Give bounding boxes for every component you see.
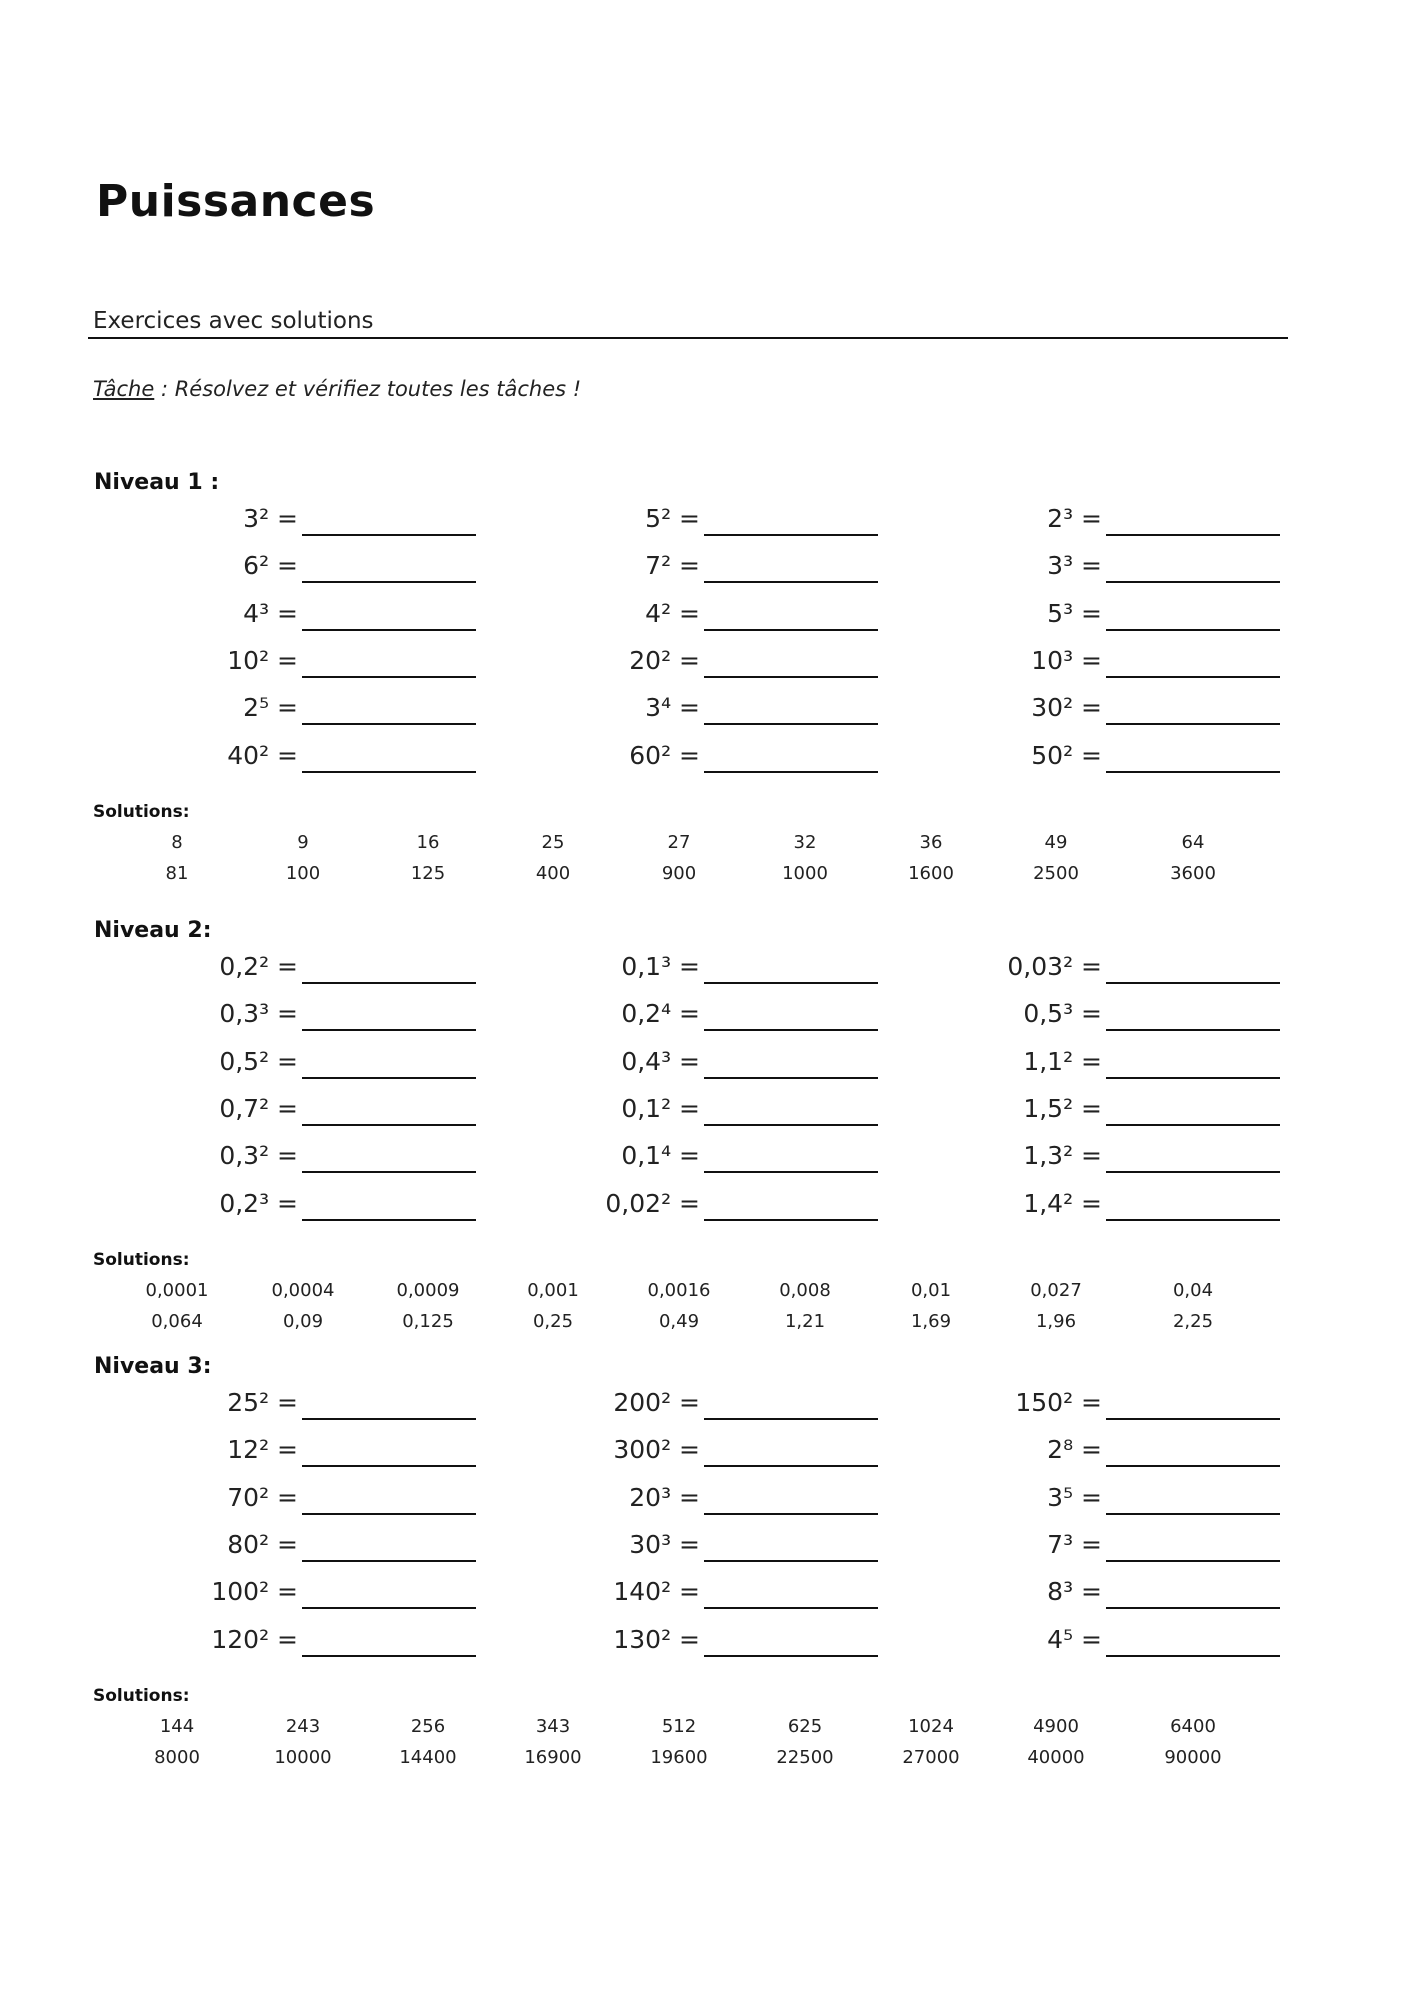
answer-blank[interactable] (704, 1077, 878, 1079)
exercise-expression: 0,2³ = (219, 1188, 298, 1218)
exercise-item (880, 502, 1280, 542)
exercise-expression: 0,5² = (219, 1046, 298, 1076)
solution-value: 0,25 (532, 1311, 574, 1332)
exercise-expression: 1,3² = (1023, 1141, 1102, 1171)
exercise-item (880, 1481, 1280, 1521)
solution-value: 0,027 (1030, 1280, 1082, 1301)
exercise-expression: 80² = (227, 1529, 298, 1559)
header-divider (88, 337, 1288, 339)
exercise-item (880, 1528, 1280, 1568)
exercise-item (880, 597, 1280, 637)
solution-value: 22500 (776, 1747, 834, 1768)
exercise-item (76, 691, 476, 731)
solution-value: 0,0001 (145, 1280, 209, 1301)
answer-blank[interactable] (1106, 1124, 1280, 1126)
exercise-expression: 12² = (227, 1435, 298, 1465)
exercise-item (478, 1433, 878, 1473)
exercise-item (76, 502, 476, 542)
page-subtitle: Exercices avec solutions (93, 308, 374, 334)
exercise-item (478, 1481, 878, 1521)
exercise-expression: 1,5² = (1023, 1093, 1102, 1123)
solution-value: 81 (165, 863, 189, 884)
solution-value: 19600 (650, 1747, 708, 1768)
exercise-item (76, 644, 476, 684)
answer-blank[interactable] (704, 1607, 878, 1609)
solution-value: 90000 (1164, 1747, 1222, 1768)
exercise-expression: 5² = (645, 504, 700, 533)
exercise-item (880, 1139, 1280, 1179)
exercise-expression: 300² = (613, 1435, 700, 1465)
exercise-item (478, 950, 878, 990)
exercise-expression: 20³ = (629, 1482, 700, 1512)
answer-blank[interactable] (302, 1219, 476, 1221)
exercise-item (880, 549, 1280, 589)
exercise-expression: 0,3² = (219, 1141, 298, 1171)
exercise-expression: 140² = (613, 1577, 700, 1607)
exercise-expression: 4⁵ = (1047, 1624, 1102, 1654)
exercise-expression: 200² = (613, 1388, 700, 1417)
answer-blank[interactable] (302, 1560, 476, 1562)
exercise-expression: 2⁸ = (1047, 1435, 1102, 1465)
answer-blank[interactable] (302, 676, 476, 678)
solution-value: 4900 (1033, 1716, 1079, 1737)
exercise-item (76, 1433, 476, 1473)
exercise-item (880, 1045, 1280, 1085)
level-title: Niveau 3: (94, 1354, 212, 1379)
solution-value: 144 (159, 1716, 195, 1737)
solution-value: 1024 (908, 1716, 954, 1737)
answer-blank[interactable] (1106, 1029, 1280, 1031)
level-title: Niveau 1 : (94, 470, 220, 495)
exercise-item (880, 1386, 1280, 1426)
answer-blank[interactable] (1106, 1077, 1280, 1079)
answer-blank[interactable] (704, 1219, 878, 1221)
exercise-item (880, 950, 1280, 990)
solution-value: 0,09 (282, 1311, 324, 1332)
answer-blank[interactable] (704, 1513, 878, 1515)
answer-blank[interactable] (1106, 1607, 1280, 1609)
exercise-expression: 0,7² = (219, 1093, 298, 1123)
exercise-item (478, 502, 878, 542)
exercise-expression: 100² = (211, 1577, 298, 1607)
solution-value: 8 (171, 832, 183, 853)
exercise-item (880, 644, 1280, 684)
answer-blank[interactable] (704, 581, 878, 583)
exercise-expression: 4² = (645, 598, 700, 628)
exercise-item (478, 1623, 878, 1663)
answer-blank[interactable] (1106, 982, 1280, 984)
solution-value: 900 (661, 863, 697, 884)
page-title: Puissances (96, 176, 376, 227)
solution-value: 625 (787, 1716, 823, 1737)
solution-value: 36 (919, 832, 943, 853)
exercise-item (76, 1623, 476, 1663)
exercise-item (76, 1386, 476, 1426)
answer-blank[interactable] (1106, 771, 1280, 773)
exercise-expression: 0,5³ = (1023, 999, 1102, 1029)
solution-value: 0,0016 (647, 1280, 711, 1301)
exercise-item (478, 997, 878, 1037)
solution-value: 0,04 (1172, 1280, 1214, 1301)
solution-value: 27 (667, 832, 691, 853)
exercise-expression: 3⁵ = (1047, 1482, 1102, 1512)
answer-blank[interactable] (302, 723, 476, 725)
exercise-item (478, 644, 878, 684)
solution-value: 64 (1181, 832, 1205, 853)
solution-value: 512 (661, 1716, 697, 1737)
solution-value: 9 (297, 832, 309, 853)
exercise-item (478, 1187, 878, 1227)
exercise-expression: 1,4² = (1023, 1188, 1102, 1218)
exercise-item (478, 1528, 878, 1568)
answer-blank[interactable] (704, 534, 878, 536)
exercise-expression: 2⁵ = (243, 693, 298, 723)
exercise-expression: 10² = (227, 645, 298, 675)
answer-blank[interactable] (704, 1465, 878, 1467)
exercise-expression: 1,1² = (1023, 1046, 1102, 1076)
exercise-item (76, 1575, 476, 1615)
solution-value: 10000 (274, 1747, 332, 1768)
exercise-expression: 50² = (1031, 740, 1102, 770)
exercise-item (478, 739, 878, 779)
solution-value: 6400 (1170, 1716, 1216, 1737)
answer-blank[interactable] (1106, 1171, 1280, 1173)
answer-blank[interactable] (302, 771, 476, 773)
exercise-expression: 150² = (1015, 1388, 1102, 1417)
exercise-expression: 4³ = (243, 598, 298, 628)
answer-blank[interactable] (704, 676, 878, 678)
solution-value: 14400 (399, 1747, 457, 1768)
exercise-item (880, 1187, 1280, 1227)
exercise-item (478, 691, 878, 731)
exercise-expression: 40² = (227, 740, 298, 770)
solution-value: 1000 (782, 863, 828, 884)
answer-blank[interactable] (704, 629, 878, 631)
solution-value: 32 (793, 832, 817, 853)
answer-blank[interactable] (302, 982, 476, 984)
solution-value: 1,96 (1035, 1311, 1077, 1332)
answer-blank[interactable] (302, 1077, 476, 1079)
solution-value: 100 (285, 863, 321, 884)
exercise-expression: 3³ = (1047, 551, 1102, 581)
answer-blank[interactable] (302, 534, 476, 536)
exercise-item (880, 1575, 1280, 1615)
solution-value: 400 (535, 863, 571, 884)
answer-blank[interactable] (302, 1465, 476, 1467)
answer-blank[interactable] (704, 982, 878, 984)
solution-value: 25 (541, 832, 565, 853)
answer-blank[interactable] (1106, 1418, 1280, 1420)
level-title: Niveau 2: (94, 918, 212, 943)
exercise-item (478, 1139, 878, 1179)
exercise-expression: 0,4³ = (621, 1046, 700, 1076)
exercise-item (76, 950, 476, 990)
exercise-item (478, 1386, 878, 1426)
answer-blank[interactable] (1106, 1219, 1280, 1221)
solution-value: 125 (410, 863, 446, 884)
answer-blank[interactable] (302, 1029, 476, 1031)
exercise-expression: 0,03² = (1007, 952, 1102, 981)
solution-value: 3600 (1170, 863, 1216, 884)
solution-value: 1600 (908, 863, 954, 884)
exercise-expression: 7² = (645, 551, 700, 581)
exercise-item (76, 597, 476, 637)
solutions-label: Solutions: (93, 802, 190, 822)
exercise-expression: 130² = (613, 1624, 700, 1654)
exercise-expression: 0,2⁴ = (621, 999, 700, 1029)
solution-value: 0,125 (402, 1311, 454, 1332)
answer-blank[interactable] (1106, 1513, 1280, 1515)
exercise-item (880, 691, 1280, 731)
answer-blank[interactable] (704, 1655, 878, 1657)
answer-blank[interactable] (1106, 1465, 1280, 1467)
answer-blank[interactable] (302, 1655, 476, 1657)
exercise-expression: 60² = (629, 740, 700, 770)
solution-value: 0,01 (910, 1280, 952, 1301)
exercise-expression: 3⁴ = (645, 693, 700, 723)
exercise-item (478, 549, 878, 589)
exercise-item (76, 1187, 476, 1227)
exercise-item (76, 549, 476, 589)
exercise-item (76, 739, 476, 779)
exercise-item (880, 1623, 1280, 1663)
answer-blank[interactable] (1106, 676, 1280, 678)
solution-value: 343 (535, 1716, 571, 1737)
solution-value: 243 (285, 1716, 321, 1737)
exercise-item (76, 1139, 476, 1179)
answer-blank[interactable] (302, 629, 476, 631)
answer-blank[interactable] (1106, 581, 1280, 583)
solution-value: 2500 (1033, 863, 1079, 884)
answer-blank[interactable] (704, 1418, 878, 1420)
exercise-expression: 0,2² = (219, 952, 298, 981)
exercise-item (76, 1481, 476, 1521)
answer-blank[interactable] (302, 1418, 476, 1420)
exercise-expression: 20² = (629, 645, 700, 675)
solution-value: 0,001 (527, 1280, 579, 1301)
answer-blank[interactable] (704, 1029, 878, 1031)
exercise-expression: 30³ = (629, 1529, 700, 1559)
solution-value: 1,69 (910, 1311, 952, 1332)
exercise-expression: 120² = (211, 1624, 298, 1654)
solutions-label: Solutions: (93, 1686, 190, 1706)
solutions-label: Solutions: (93, 1250, 190, 1270)
answer-blank[interactable] (704, 771, 878, 773)
answer-blank[interactable] (1106, 1560, 1280, 1562)
answer-blank[interactable] (704, 1171, 878, 1173)
exercise-item (478, 597, 878, 637)
solution-value: 0,0009 (396, 1280, 460, 1301)
exercise-expression: 0,1³ = (621, 952, 700, 981)
exercise-item (478, 1575, 878, 1615)
task-label: Tâche (93, 377, 155, 401)
solution-value: 1,21 (784, 1311, 826, 1332)
answer-blank[interactable] (302, 1171, 476, 1173)
exercise-expression: 30² = (1031, 693, 1102, 723)
exercise-expression: 8³ = (1047, 1577, 1102, 1607)
answer-blank[interactable] (1106, 534, 1280, 536)
exercise-expression: 0,1² = (621, 1093, 700, 1123)
solution-value: 8000 (154, 1747, 200, 1768)
solution-value: 2,25 (1172, 1311, 1214, 1332)
exercise-item (880, 1092, 1280, 1132)
exercise-item (880, 739, 1280, 779)
answer-blank[interactable] (704, 1124, 878, 1126)
exercise-expression: 5³ = (1047, 598, 1102, 628)
exercise-item (76, 1528, 476, 1568)
answer-blank[interactable] (302, 581, 476, 583)
answer-blank[interactable] (1106, 629, 1280, 631)
exercise-expression: 0,1⁴ = (621, 1141, 700, 1171)
exercise-expression: 3² = (243, 504, 298, 533)
answer-blank[interactable] (1106, 723, 1280, 725)
exercise-expression: 0,3³ = (219, 999, 298, 1029)
solution-value: 0,49 (658, 1311, 700, 1332)
exercise-item (478, 1045, 878, 1085)
solution-value: 16900 (524, 1747, 582, 1768)
answer-blank[interactable] (1106, 1655, 1280, 1657)
solution-value: 40000 (1027, 1747, 1085, 1768)
exercise-expression: 70² = (227, 1482, 298, 1512)
exercise-expression: 10³ = (1031, 645, 1102, 675)
exercise-item (880, 997, 1280, 1037)
solution-value: 0,008 (779, 1280, 831, 1301)
solution-value: 0,064 (151, 1311, 203, 1332)
solution-value: 256 (410, 1716, 446, 1737)
answer-blank[interactable] (704, 723, 878, 725)
exercise-expression: 2³ = (1047, 504, 1102, 533)
solution-value: 27000 (902, 1747, 960, 1768)
answer-blank[interactable] (302, 1513, 476, 1515)
answer-blank[interactable] (302, 1124, 476, 1126)
exercise-item (880, 1433, 1280, 1473)
exercise-expression: 0,02² = (605, 1188, 700, 1218)
task-text: : Résolvez et vérifiez toutes les tâches ! (154, 377, 582, 401)
exercise-expression: 6² = (243, 551, 298, 581)
solution-value: 0,0004 (271, 1280, 335, 1301)
exercise-expression: 25² = (227, 1388, 298, 1417)
exercise-item (478, 1092, 878, 1132)
exercise-item (76, 1045, 476, 1085)
solution-value: 49 (1044, 832, 1068, 853)
exercise-item (76, 1092, 476, 1132)
solution-value: 16 (416, 832, 440, 853)
task-instruction (93, 377, 581, 401)
answer-blank[interactable] (704, 1560, 878, 1562)
exercise-expression: 7³ = (1047, 1529, 1102, 1559)
exercise-item (76, 997, 476, 1037)
answer-blank[interactable] (302, 1607, 476, 1609)
